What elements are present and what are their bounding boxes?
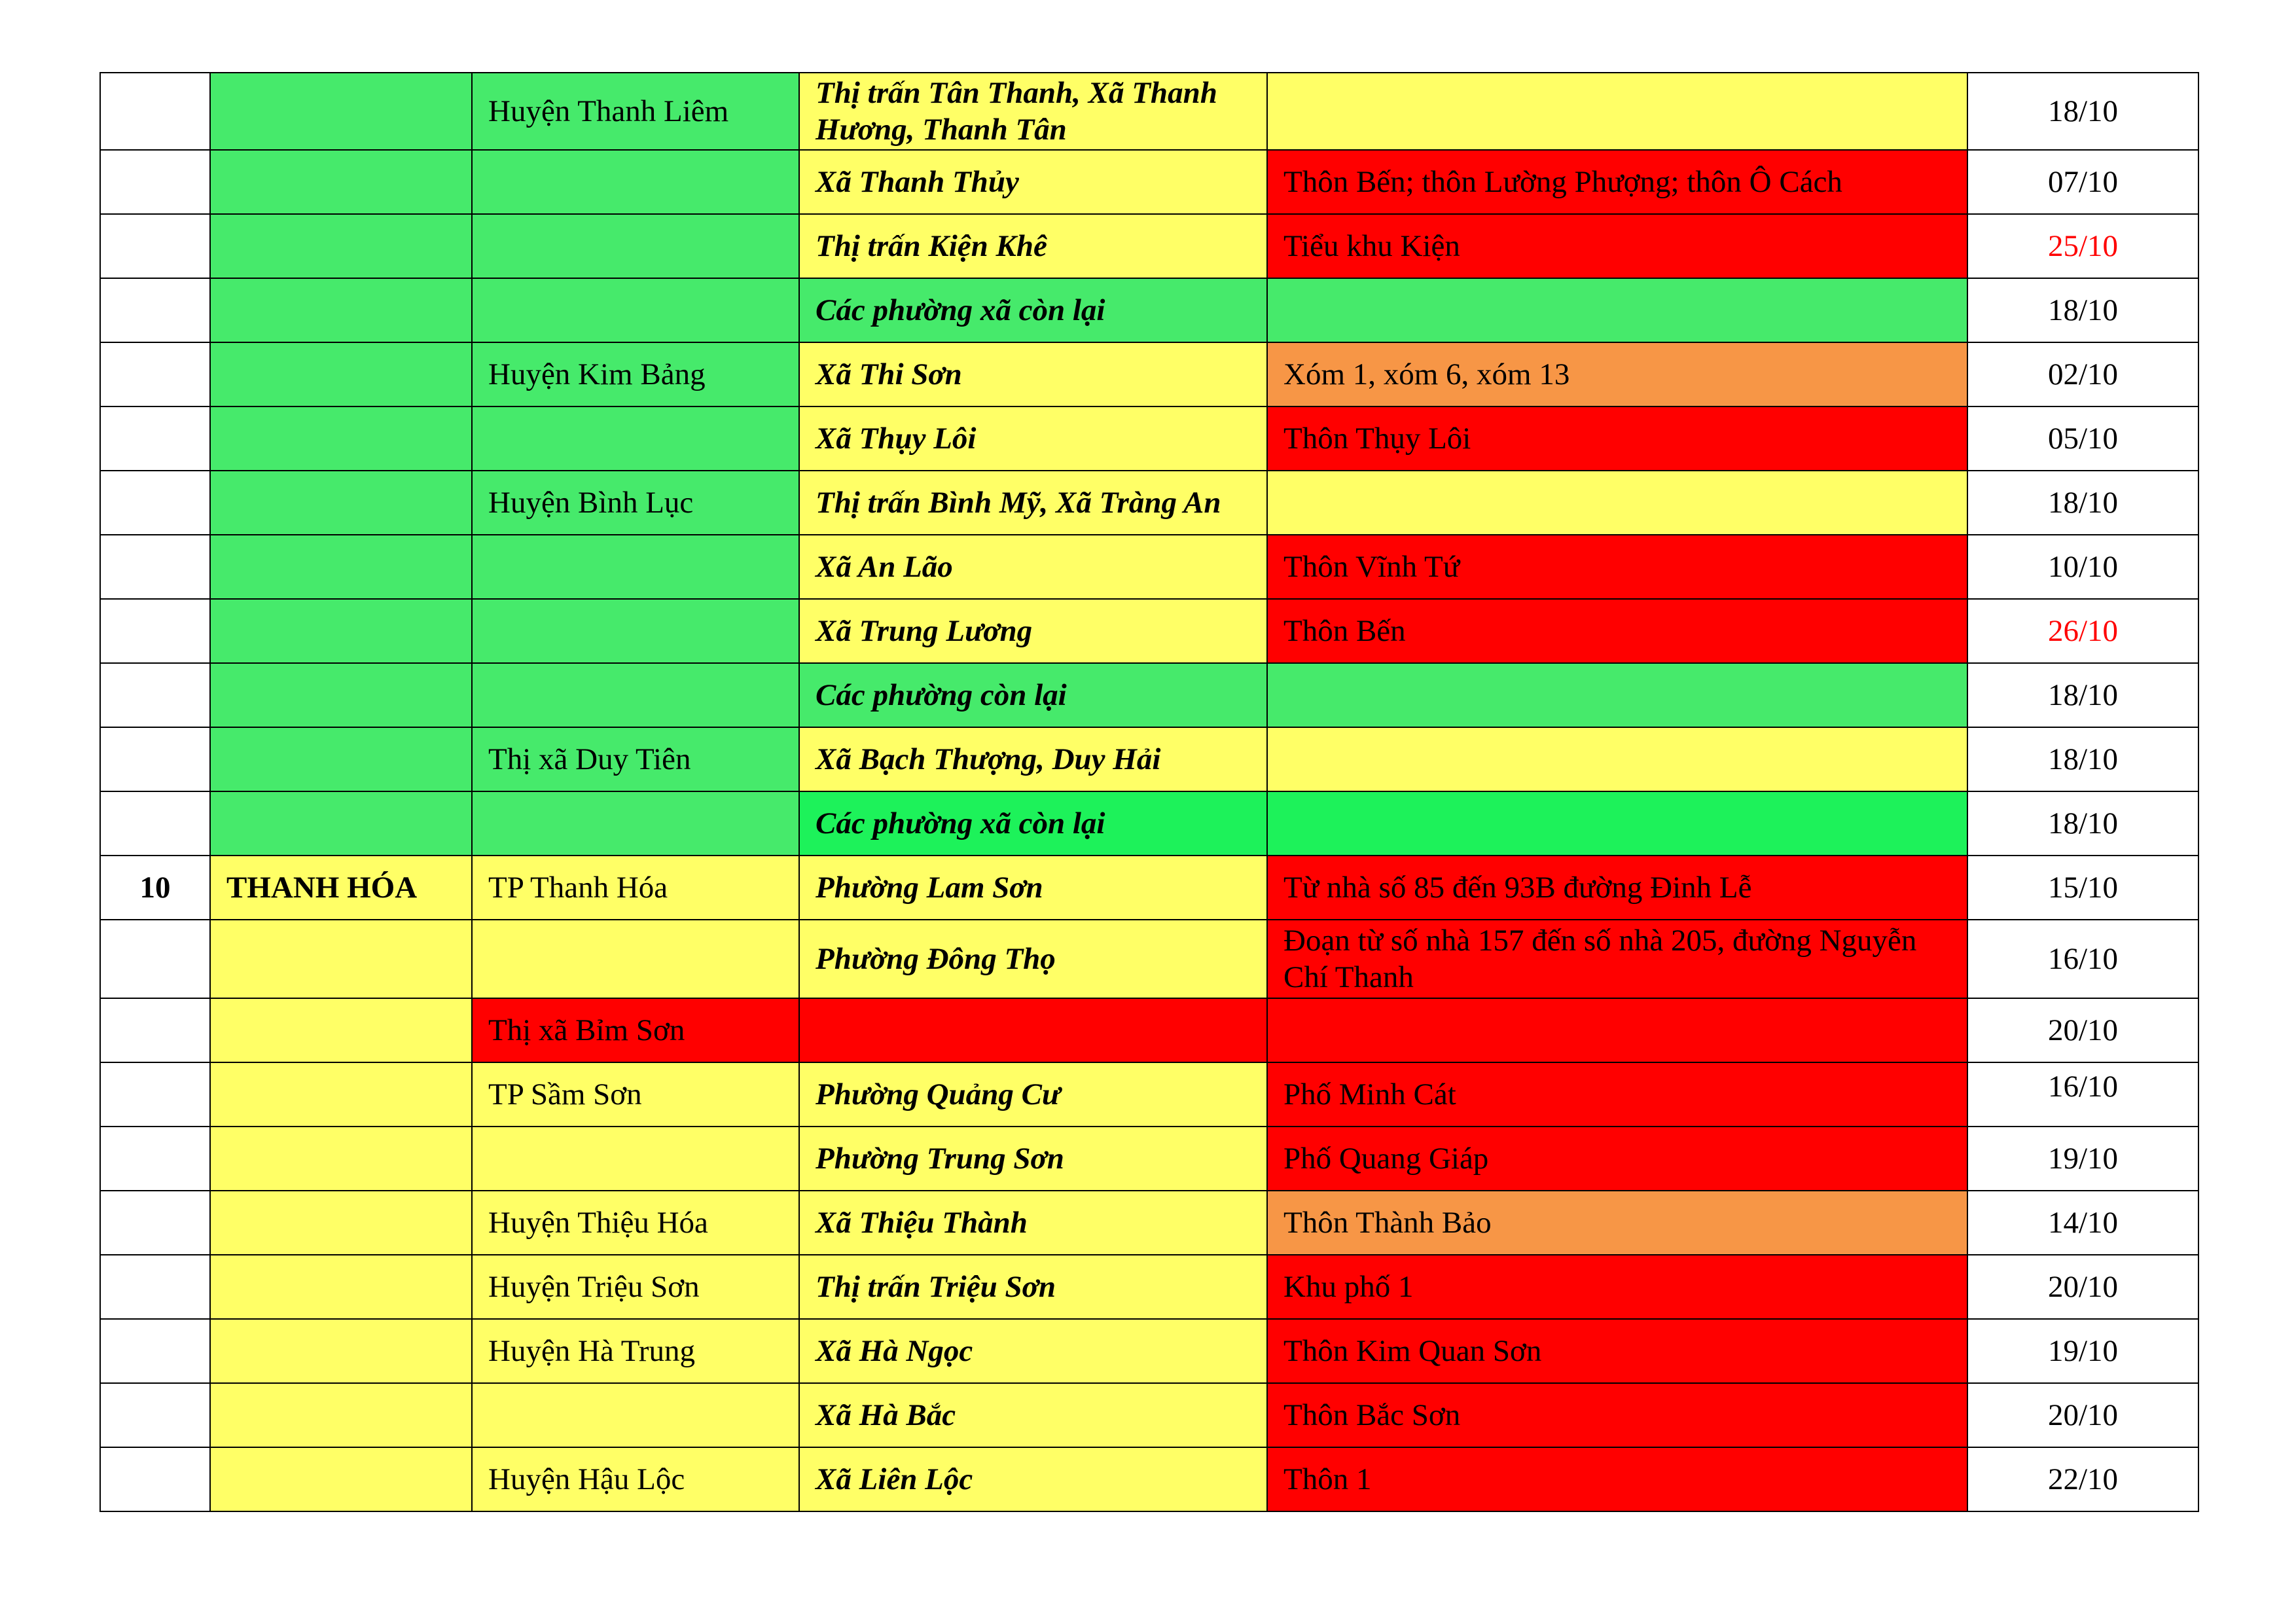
ward-cell: Phường Lam Sơn: [799, 856, 1267, 920]
row-number: [100, 471, 210, 535]
date-cell: 14/10: [1967, 1191, 2198, 1255]
district-cell: Huyện Thiệu Hóa: [472, 1191, 799, 1255]
date-cell: 19/10: [1967, 1319, 2198, 1383]
date-cell: 05/10: [1967, 406, 2198, 471]
province-cell: [210, 1383, 472, 1447]
district-cell: TP Sầm Sơn: [472, 1062, 799, 1127]
row-number: [100, 150, 210, 214]
date-cell: 22/10: [1967, 1447, 2198, 1511]
province-cell: [210, 406, 472, 471]
table-row: [100, 1127, 2198, 1191]
ward-cell: Xã An Lão: [799, 535, 1267, 599]
row-number: [100, 599, 210, 663]
province-cell: [210, 599, 472, 663]
province-cell: [210, 214, 472, 278]
detail-cell: Phố Quang Giáp: [1267, 1127, 1967, 1191]
date-cell: 20/10: [1967, 998, 2198, 1062]
ward-cell: Thị trấn Tân Thanh, Xã Thanh Hương, Thanh Tân: [799, 73, 1267, 150]
province-cell: [210, 1319, 472, 1383]
table-row: [100, 1447, 2198, 1511]
table-row: [100, 1319, 2198, 1383]
district-cell: Thị xã Duy Tiên: [472, 727, 799, 791]
district-cell: [472, 1127, 799, 1191]
province-cell: [210, 1255, 472, 1319]
district-cell: [472, 535, 799, 599]
detail-cell: Thôn Thụy Lôi: [1267, 406, 1967, 471]
table-row: [100, 1255, 2198, 1319]
province-cell: [210, 278, 472, 342]
province-cell: [210, 920, 472, 998]
row-number: 10: [100, 856, 210, 920]
table-row: [100, 73, 2198, 150]
district-cell: Huyện Triệu Sơn: [472, 1255, 799, 1319]
ward-cell: Xã Thụy Lôi: [799, 406, 1267, 471]
province-cell: [210, 150, 472, 214]
row-number: [100, 1383, 210, 1447]
ward-cell: Xã Liên Lộc: [799, 1447, 1267, 1511]
detail-cell: [1267, 663, 1967, 727]
district-cell: [472, 663, 799, 727]
table-row: [100, 727, 2198, 791]
ward-cell: Xã Hà Ngọc: [799, 1319, 1267, 1383]
detail-cell: [1267, 791, 1967, 856]
table-row: [100, 342, 2198, 406]
province-cell: [210, 342, 472, 406]
ward-cell: Thị trấn Triệu Sơn: [799, 1255, 1267, 1319]
province-cell: [210, 471, 472, 535]
district-cell: [472, 278, 799, 342]
row-number: [100, 342, 210, 406]
ward-cell: Xã Hà Bắc: [799, 1383, 1267, 1447]
province-cell: [210, 998, 472, 1062]
district-cell: Thị xã Bỉm Sơn: [472, 998, 799, 1062]
ward-cell: Thị trấn Kiện Khê: [799, 214, 1267, 278]
ward-cell: Xã Trung Lương: [799, 599, 1267, 663]
district-cell: Huyện Bình Lục: [472, 471, 799, 535]
row-number: [100, 1319, 210, 1383]
ward-cell: [799, 998, 1267, 1062]
table-row: [100, 599, 2198, 663]
detail-cell: Khu phố 1: [1267, 1255, 1967, 1319]
row-number: [100, 791, 210, 856]
table-row: [100, 150, 2198, 214]
district-cell: [472, 214, 799, 278]
table-row: [100, 920, 2198, 998]
date-cell: 02/10: [1967, 342, 2198, 406]
date-cell: 25/10: [1967, 214, 2198, 278]
district-cell: [472, 791, 799, 856]
province-cell: [210, 1447, 472, 1511]
ward-cell: Phường Trung Sơn: [799, 1127, 1267, 1191]
row-number: [100, 406, 210, 471]
row-number: [100, 727, 210, 791]
district-cell: Huyện Kim Bảng: [472, 342, 799, 406]
detail-cell: Thôn Kim Quan Sơn: [1267, 1319, 1967, 1383]
district-cell: [472, 406, 799, 471]
table-row: [100, 856, 2198, 920]
date-cell: 18/10: [1967, 663, 2198, 727]
detail-cell: [1267, 278, 1967, 342]
ward-cell: Phường Quảng Cư: [799, 1062, 1267, 1127]
row-number: [100, 1062, 210, 1127]
province-cell: [210, 1191, 472, 1255]
date-cell: 07/10: [1967, 150, 2198, 214]
ward-cell: Xã Bạch Thượng, Duy Hải: [799, 727, 1267, 791]
district-cell: [472, 1383, 799, 1447]
row-number: [100, 1127, 210, 1191]
date-cell: 26/10: [1967, 599, 2198, 663]
table-row: [100, 1383, 2198, 1447]
date-cell: 18/10: [1967, 73, 2198, 150]
row-number: [100, 73, 210, 150]
date-cell: 20/10: [1967, 1383, 2198, 1447]
detail-cell: Tiểu khu Kiện: [1267, 214, 1967, 278]
date-cell: 18/10: [1967, 727, 2198, 791]
ward-cell: Xã Thiệu Thành: [799, 1191, 1267, 1255]
date-cell: 19/10: [1967, 1127, 2198, 1191]
province-cell: [210, 1062, 472, 1127]
date-cell: 10/10: [1967, 535, 2198, 599]
row-number: [100, 1191, 210, 1255]
date-cell: 16/10: [1967, 1062, 2198, 1127]
district-cell: TP Thanh Hóa: [472, 856, 799, 920]
ward-cell: Phường Đông Thọ: [799, 920, 1267, 998]
detail-cell: Thôn Bắc Sơn: [1267, 1383, 1967, 1447]
row-number: [100, 663, 210, 727]
province-cell: [210, 727, 472, 791]
row-number: [100, 214, 210, 278]
detail-cell: [1267, 471, 1967, 535]
row-number: [100, 535, 210, 599]
row-number: [100, 278, 210, 342]
table-row: [100, 791, 2198, 856]
detail-cell: Thôn Bến: [1267, 599, 1967, 663]
ward-cell: Xã Thi Sơn: [799, 342, 1267, 406]
province-cell: [210, 73, 472, 150]
table-row: [100, 1191, 2198, 1255]
province-cell: [210, 535, 472, 599]
detail-cell: Thôn 1: [1267, 1447, 1967, 1511]
date-cell: 18/10: [1967, 791, 2198, 856]
detail-cell: Đoạn từ số nhà 157 đến số nhà 205, đường Nguyễn Chí Thanh: [1267, 920, 1967, 998]
table-row: [100, 1062, 2198, 1127]
row-number: [100, 998, 210, 1062]
table-row: [100, 278, 2198, 342]
ward-cell: Các phường xã còn lại: [799, 278, 1267, 342]
epidemic-zone-table: [99, 72, 2199, 1512]
province-cell: [210, 791, 472, 856]
detail-cell: [1267, 727, 1967, 791]
province-cell: THANH HÓA: [210, 856, 472, 920]
district-cell: [472, 150, 799, 214]
detail-cell: Thôn Vĩnh Tứ: [1267, 535, 1967, 599]
province-cell: [210, 663, 472, 727]
date-cell: 20/10: [1967, 1255, 2198, 1319]
table-row: [100, 471, 2198, 535]
table-row: [100, 998, 2198, 1062]
detail-cell: Từ nhà số 85 đến 93B đường Đinh Lễ: [1267, 856, 1967, 920]
date-cell: 16/10: [1967, 920, 2198, 998]
row-number: [100, 1255, 210, 1319]
district-cell: [472, 920, 799, 998]
detail-cell: [1267, 998, 1967, 1062]
district-cell: Huyện Thanh Liêm: [472, 73, 799, 150]
ward-cell: Các phường còn lại: [799, 663, 1267, 727]
date-cell: 18/10: [1967, 471, 2198, 535]
date-cell: 18/10: [1967, 278, 2198, 342]
province-cell: [210, 1127, 472, 1191]
table-row: [100, 663, 2198, 727]
date-cell: 15/10: [1967, 856, 2198, 920]
detail-cell: Thôn Thành Bảo: [1267, 1191, 1967, 1255]
detail-cell: [1267, 73, 1967, 150]
table-row: [100, 535, 2198, 599]
detail-cell: Thôn Bến; thôn Lường Phượng; thôn Ô Cách: [1267, 150, 1967, 214]
district-cell: Huyện Hậu Lộc: [472, 1447, 799, 1511]
table-row: [100, 406, 2198, 471]
ward-cell: Thị trấn Bình Mỹ, Xã Tràng An: [799, 471, 1267, 535]
table-body: [100, 73, 2198, 1511]
table-row: [100, 214, 2198, 278]
ward-cell: Xã Thanh Thủy: [799, 150, 1267, 214]
row-number: [100, 920, 210, 998]
ward-cell: Các phường xã còn lại: [799, 791, 1267, 856]
row-number: [100, 1447, 210, 1511]
detail-cell: Xóm 1, xóm 6, xóm 13: [1267, 342, 1967, 406]
district-cell: [472, 599, 799, 663]
district-cell: Huyện Hà Trung: [472, 1319, 799, 1383]
detail-cell: Phố Minh Cát: [1267, 1062, 1967, 1127]
